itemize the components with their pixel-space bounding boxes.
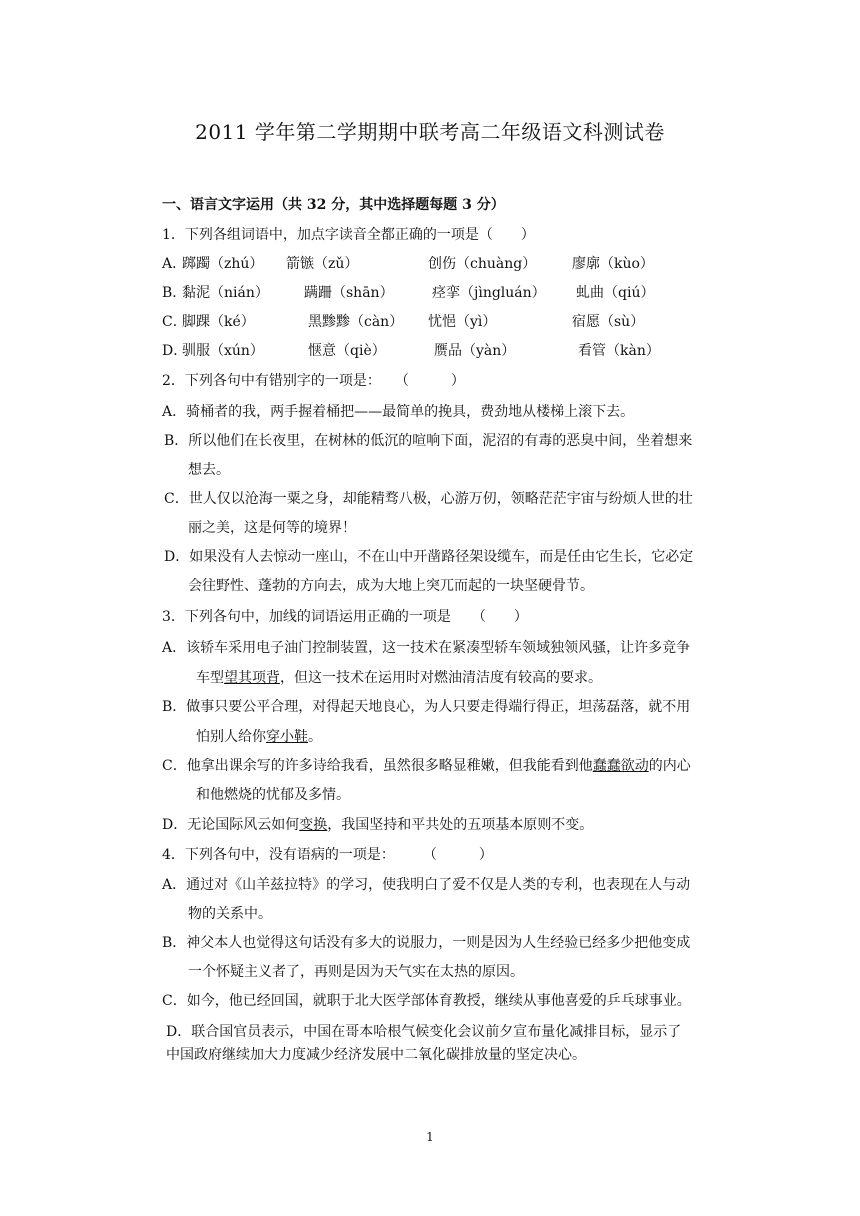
q1-a-item-1: 踯躅（zhú） (182, 256, 264, 272)
q1-a-item-4: 廖廓（kùo） (572, 256, 654, 272)
text-segment: 怕别人给你 (196, 729, 266, 745)
q1-b-item-2: 蹒跚（shān） (304, 285, 394, 301)
underlined-phrase: 蠢蠢欲动 (592, 758, 649, 774)
section-heading: 一、语言文字运用（共 32 分，其中选择题每题 3 分） (162, 197, 505, 213)
q2-option-b-cont: 想去。 (188, 462, 230, 478)
q4-option-c: C．如今，他已经回国，就职于北大医学部体育教授，继续从事他喜爱的乒乓球事业。 (162, 993, 691, 1009)
q1-c-item-1: 脚踝（ké） (182, 314, 255, 330)
q2-option-c: C．世人仅以沧海一粟之身，却能精骛八极，心游万仞，领略茫茫宇宙与纷烦人世的壮 (164, 491, 693, 507)
q4-option-b: B．神父本人也觉得这句话没有多大的说服力，一则是因为人生经验已经多少把他变成 (162, 935, 691, 951)
q1-option-c (162, 313, 762, 331)
q3-option-b-cont (196, 728, 322, 746)
q1-c-item-3: 忧悒（yì） (428, 314, 497, 330)
q2-option-c-cont: 丽之美，这是何等的境界！ (188, 520, 356, 536)
q4-option-d: D．联合国官员表示，中国在哥本哈根气候变化会议前夕宣布量化减排目标，显示了 (166, 1024, 682, 1040)
q1-d-item-2: 惬意（qiè） (308, 343, 386, 359)
q3-option-c (162, 757, 691, 775)
q4-option-b-cont: 一个怀疑主义者了，再则是因为天气实在太热的原因。 (188, 964, 524, 980)
q4-option-a-cont: 物的关系中。 (188, 906, 272, 922)
q1-c-item-4: 宿愿（sù） (572, 314, 645, 330)
option-label: B． (162, 285, 187, 301)
q1-stem: 1．下列各组词语中，加点字读音全都正确的一项是（ ） (162, 227, 535, 243)
q2-option-a: A．骑桶者的我，两手握着桶把——最简单的挽具，费劲地从楼梯上滚下去。 (162, 404, 635, 420)
text-segment: 车型 (196, 670, 224, 686)
q4-option-d-cont: 中国政府继续加大力度减少经济发展中二氧化碳排放量的坚定决心。 (166, 1047, 586, 1063)
q4-option-a: A．通过对《山羊兹拉特》的学习，使我明白了爱不仅是人类的专利，也表现在人与动 (162, 877, 691, 893)
q1-c-item-2: 黑黪黪（càn） (308, 314, 404, 330)
q1-d-item-4: 看管（kàn） (578, 343, 660, 359)
q1-b-item-3: 痉挛（jìngluán） (432, 285, 546, 301)
underlined-phrase: 变换 (299, 817, 328, 833)
q1-b-item-4: 虬曲（qiú） (576, 285, 655, 301)
q1-option-d (162, 342, 762, 360)
q2-stem: 2．下列各句中有错别字的一项是： （ ） (162, 373, 465, 389)
q3-option-d (162, 816, 593, 834)
option-label: A． (162, 256, 187, 272)
text-segment: D．无论国际风云如何 (162, 817, 300, 833)
text-segment: 的内心 (648, 758, 691, 774)
q1-option-b (162, 284, 762, 302)
q1-d-item-1: 驯服（xún） (182, 343, 264, 359)
option-label: C． (162, 314, 187, 330)
q1-b-item-1: 黏泥（nián） (182, 285, 269, 301)
q2-option-b: B．所以他们在长夜里，在树林的低沉的喧响下面，泥沼的有毒的恶臭中间，坐着想来 (164, 433, 693, 449)
q3-option-a: A．该轿车采用电子油门控制装置，这一技术在紧凑型轿车领域独领风骚，让许多竞争 (162, 640, 691, 656)
q1-a-item-3: 创伤（chuàng） (428, 256, 537, 272)
q1-option-a (162, 255, 762, 273)
text-segment: C．他拿出课余写的许多诗给我看，虽然很多略显稚嫩，但我能看到他 (162, 758, 593, 774)
q3-option-c-cont: 和他燃烧的忧郁及多情。 (196, 787, 350, 803)
q1-d-item-3: 赝品（yàn） (434, 343, 516, 359)
option-label: D． (162, 343, 188, 359)
exam-title: 2011 学年第二学期期中联考高二年级语文科测试卷 (195, 120, 665, 144)
page-number: 1 (426, 1130, 434, 1144)
q2-option-d: D．如果没有人去惊动一座山，不在山中开凿路径架设缆车，而是任由它生长，它必定 (164, 549, 694, 565)
q4-stem: 4．下列各句中，没有语病的一项是： （ ） (162, 847, 493, 863)
q3-option-b: B．做事只要公平合理，对得起天地良心，为人只要走得端行得正，坦荡磊落，就不用 (162, 699, 691, 715)
underlined-phrase: 望其项背 (224, 670, 280, 686)
q3-option-a-cont (196, 669, 602, 687)
q3-stem: 3．下列各句中，加线的词语运用正确的一项是 （ ） (162, 609, 528, 625)
q2-option-d-cont: 会往野性、蓬勃的方向去，成为大地上突兀而起的一块坚硬骨节。 (188, 578, 594, 594)
text-segment: ，但这一技术在运用时对燃油清洁度有较高的要求。 (280, 670, 602, 686)
underlined-phrase: 穿小鞋 (266, 729, 308, 745)
q1-a-item-2: 箭镞（zǔ） (286, 256, 359, 272)
text-segment: 。 (308, 729, 322, 745)
text-segment: ，我国坚持和平共处的五项基本原则不变。 (327, 817, 594, 833)
